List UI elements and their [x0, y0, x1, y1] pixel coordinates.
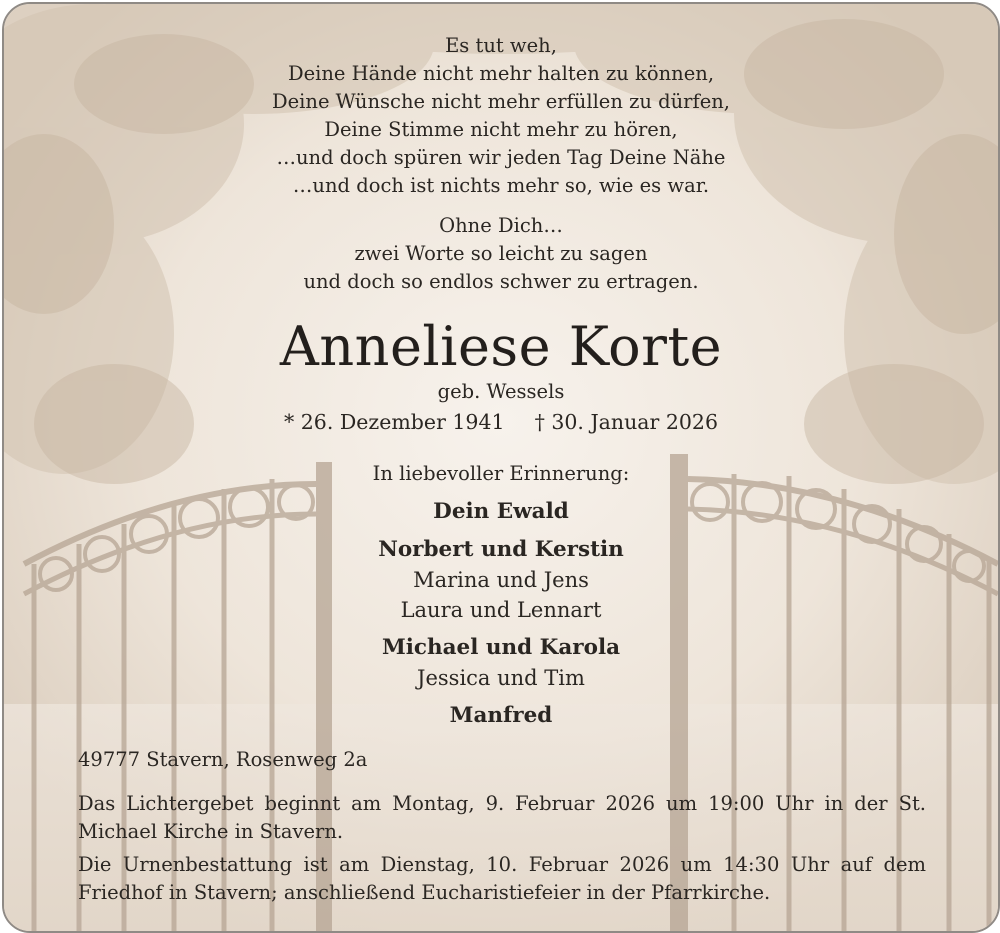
mourner-member: Marina und Jens: [413, 568, 589, 592]
poem-line: …und doch ist nichts mehr so, wie es war.: [292, 174, 710, 197]
address: 49777 Stavern, Rosenweg 2a: [78, 748, 368, 771]
mourner-member: Laura und Lennart: [400, 598, 602, 622]
poem-line: und doch so endlos schwer zu ertragen.: [303, 270, 699, 293]
maiden-name: geb. Wessels: [437, 380, 565, 403]
prayer-notice: Das Lichtergebet beginnt am Montag, 9. Februar 2026 um 19:00 Uhr in der St. Michael Kirche in Stavern.: [78, 792, 926, 843]
deceased-name: Anneliese Korte: [279, 315, 723, 378]
poem-line: Deine Stimme nicht mehr zu hören,: [324, 118, 678, 141]
poem-line: Deine Hände nicht mehr halten zu können,: [287, 62, 715, 85]
poem-line: …und doch spüren wir jeden Tag Deine Nähe: [276, 146, 726, 169]
obituary-card: [2, 2, 1000, 933]
mourner-head: Manfred: [449, 703, 553, 728]
mourner-head: Dein Ewald: [433, 499, 569, 524]
mourner-head: Norbert und Kerstin: [378, 537, 624, 562]
poem-line: Ohne Dich…: [439, 214, 563, 237]
birth-date: * 26. Dezember 1941: [283, 410, 505, 434]
mourner-member: Jessica und Tim: [417, 666, 585, 690]
life-dates: [4, 407, 998, 437]
mourners-intro: In liebevoller Erinnerung:: [372, 462, 630, 485]
poem-line: zwei Worte so leicht zu sagen: [354, 242, 648, 265]
poem-stanza-1: [4, 32, 998, 200]
mourners-list: [4, 459, 998, 731]
mourner-head: Michael und Karola: [381, 635, 621, 660]
death-date: † 30. Januar 2026: [534, 410, 719, 434]
poem-stanza-2: [4, 212, 998, 296]
burial-notice: Die Urnenbestattung ist am Dienstag, 10. Februar 2026 um 14:30 Uhr auf dem Friedhof in Stavern; anschließend Eucharistiefeier in der Pfarrkirche.: [78, 853, 926, 904]
poem-line: Es tut weh,: [445, 34, 557, 57]
obituary-text: [4, 4, 998, 931]
poem-line: Deine Wünsche nicht mehr erfüllen zu dürfen,: [271, 90, 731, 113]
